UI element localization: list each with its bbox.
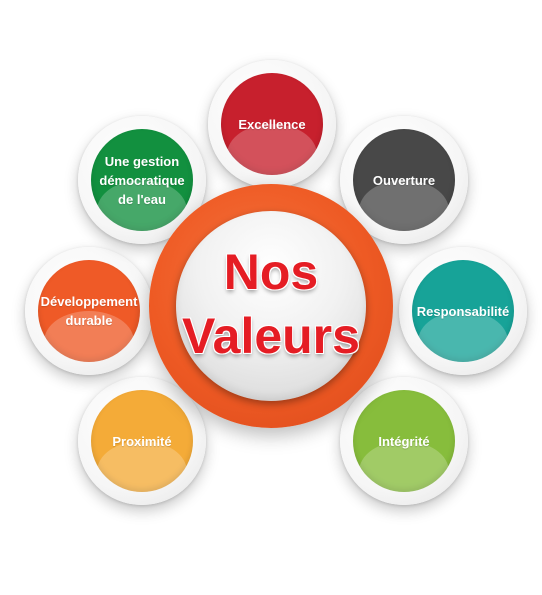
value-bubble-proximite (91, 390, 193, 492)
value-bubble-ouverture (353, 129, 455, 231)
value-label-ouverture: Ouverture (372, 172, 436, 188)
title-line-2: Valeurs (182, 308, 360, 364)
value-label-developpement-durable: Développement durable (40, 294, 138, 328)
value-label-excellence: Excellence (238, 116, 306, 132)
value-bubble-gestion-democratique (91, 129, 193, 231)
value-bubble-excellence (221, 73, 323, 175)
value-label-gestion-democratique: Une gestion démocratique de l'eau (99, 153, 185, 207)
center-white-disc (176, 211, 366, 401)
value-label-integrite: Intégrité (378, 433, 430, 449)
value-label-responsabilite: Responsabilité (416, 303, 510, 319)
title-line-1: Nos (223, 244, 319, 300)
value-label-proximite: Proximité (112, 433, 172, 449)
value-bubble-integrite (353, 390, 455, 492)
